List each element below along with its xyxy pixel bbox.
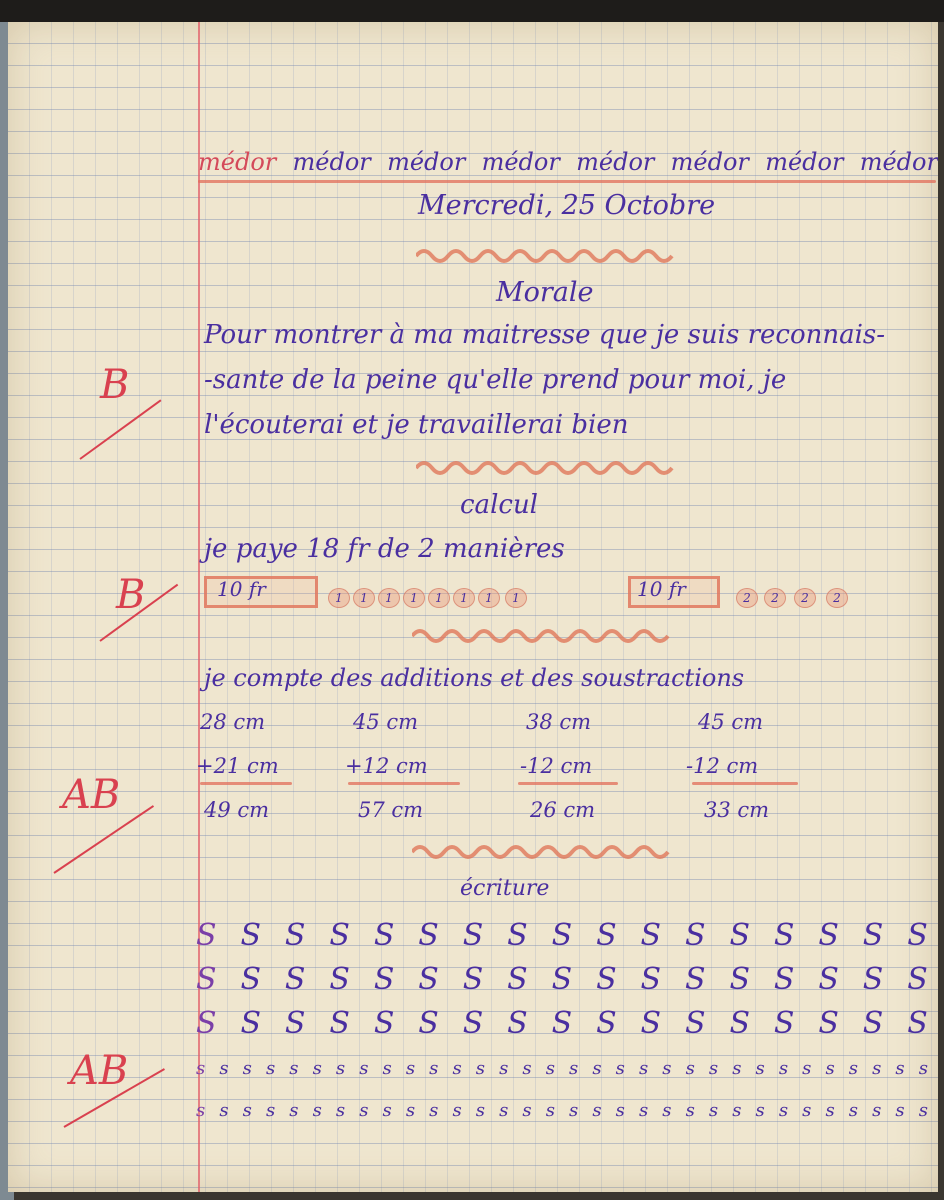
practice-letter: S: [196, 962, 217, 997]
practice-letter: S: [418, 918, 439, 953]
practice-letter: s: [755, 1100, 765, 1121]
practice-letter: S: [329, 918, 350, 953]
coin-two: 2: [826, 588, 848, 608]
calcul-intro: je paye 18 fr de 2 manières: [204, 534, 565, 564]
coin-one: 1: [378, 588, 400, 608]
practice-letter: s: [545, 1100, 555, 1121]
separator-wave: [412, 840, 682, 864]
grade-slash: [79, 399, 161, 459]
grade-mark: B: [116, 572, 146, 618]
practice-letter: S: [462, 962, 484, 997]
practice-letter: S: [240, 962, 262, 997]
practice-letter: S: [684, 1006, 706, 1041]
coin-one: 1: [453, 588, 475, 608]
practice-letter: s: [569, 1058, 579, 1079]
name-word: médor: [670, 148, 749, 176]
morale-title: Morale: [496, 277, 594, 308]
practice-letter: S: [284, 918, 306, 953]
practice-letter: S: [373, 918, 395, 953]
name-line: [198, 148, 938, 176]
box-label: 10 fr: [637, 577, 686, 601]
calcul-title: calcul: [460, 490, 538, 520]
practice-letter: s: [452, 1100, 462, 1121]
practice-letter: S: [240, 918, 262, 953]
practice-letter: S: [818, 1006, 839, 1041]
coin-one: 1: [428, 588, 450, 608]
practice-letter: S: [373, 1006, 395, 1041]
practice-letter: S: [818, 918, 839, 953]
practice-letter: s: [825, 1058, 835, 1079]
practice-letter: S: [640, 962, 662, 997]
practice-letter: s: [895, 1058, 905, 1079]
practice-letter: s: [289, 1058, 299, 1079]
coin-one: 1: [478, 588, 500, 608]
coin-one: 1: [353, 588, 375, 608]
practice-letter: S: [862, 962, 884, 997]
practice-letter: s: [359, 1100, 369, 1121]
name-word: médor: [765, 148, 844, 176]
practice-letter: s: [895, 1100, 905, 1121]
writing-row: [196, 1100, 928, 1121]
practice-letter: s: [335, 1058, 346, 1079]
practice-letter: s: [638, 1058, 649, 1079]
practice-letter: s: [382, 1100, 392, 1121]
practice-letter: s: [825, 1100, 835, 1121]
op-line: -12 cm: [520, 754, 593, 778]
practice-letter: s: [475, 1100, 485, 1121]
morale-line: l'écouterai et je travaillerai bien: [204, 410, 629, 440]
practice-letter: S: [462, 918, 484, 953]
name-word: médor: [387, 148, 466, 176]
practice-letter: S: [773, 918, 795, 953]
separator-wave: [412, 624, 682, 648]
practice-letter: s: [429, 1058, 439, 1079]
op-top: 38 cm: [526, 710, 592, 734]
practice-letter: s: [545, 1058, 555, 1079]
practice-letter: s: [802, 1100, 812, 1121]
practice-letter: S: [729, 1006, 750, 1041]
practice-letter: s: [615, 1100, 625, 1121]
op-line: +12 cm: [345, 754, 428, 778]
coin-two: 2: [794, 588, 816, 608]
notebook-page: [8, 22, 938, 1192]
name-word: médor: [859, 148, 938, 176]
practice-letter: S: [551, 962, 573, 997]
name-underline: [198, 180, 936, 183]
practice-letter: s: [848, 1100, 858, 1121]
practice-letter: s: [335, 1100, 346, 1121]
practice-letter: S: [240, 1006, 262, 1041]
practice-letter: s: [569, 1100, 579, 1121]
ten-franc-box: [204, 576, 318, 608]
name-word: médor: [481, 148, 560, 176]
op-underline: [518, 782, 618, 785]
practice-letter: S: [551, 918, 573, 953]
practice-letter: s: [242, 1058, 252, 1079]
grade-mark: AB: [62, 772, 121, 818]
practice-letter: s: [872, 1100, 882, 1121]
practice-letter: s: [662, 1058, 672, 1079]
op-result: 49 cm: [204, 798, 270, 822]
practice-letter: s: [638, 1100, 649, 1121]
practice-letter: S: [329, 1006, 350, 1041]
practice-letter: s: [802, 1058, 812, 1079]
name-word: médor: [198, 148, 277, 176]
practice-letter: s: [732, 1100, 742, 1121]
op-underline: [692, 782, 798, 785]
practice-letter: s: [918, 1058, 928, 1079]
practice-letter: S: [329, 962, 350, 997]
op-result: 57 cm: [358, 798, 424, 822]
practice-letter: S: [773, 1006, 795, 1041]
practice-letter: s: [219, 1100, 229, 1121]
practice-letter: S: [284, 962, 306, 997]
morale-line: Pour montrer à ma maitresse que je suis reconnais-: [204, 320, 886, 350]
separator-wave: [416, 244, 676, 268]
practice-letter: S: [818, 962, 839, 997]
grade-mark: B: [100, 362, 130, 408]
op-top: 45 cm: [698, 710, 764, 734]
practice-letter: s: [196, 1100, 206, 1121]
practice-letter: s: [708, 1058, 719, 1079]
op-result: 26 cm: [530, 798, 596, 822]
practice-letter: s: [615, 1058, 625, 1079]
practice-letter: S: [907, 918, 928, 953]
coin-two: 2: [764, 588, 786, 608]
name-word: médor: [292, 148, 371, 176]
practice-letter: s: [405, 1058, 416, 1079]
practice-letter: S: [640, 1006, 662, 1041]
practice-letter: s: [405, 1100, 416, 1121]
coin-one: 1: [403, 588, 425, 608]
op-result: 33 cm: [704, 798, 770, 822]
practice-letter: s: [475, 1058, 485, 1079]
grade-mark: AB: [70, 1048, 129, 1094]
practice-letter: S: [862, 918, 884, 953]
practice-letter: S: [773, 962, 795, 997]
practice-letter: S: [684, 918, 706, 953]
practice-letter: s: [382, 1058, 392, 1079]
box-label: 10 fr: [217, 577, 266, 601]
op-line: +21 cm: [196, 754, 279, 778]
practice-letter: s: [755, 1058, 765, 1079]
practice-letter: s: [359, 1058, 369, 1079]
practice-letter: s: [848, 1058, 858, 1079]
practice-letter: s: [872, 1058, 882, 1079]
practice-letter: s: [289, 1100, 299, 1121]
practice-letter: s: [708, 1100, 719, 1121]
practice-letter: S: [729, 962, 750, 997]
practice-letter: s: [242, 1100, 252, 1121]
op-line: -12 cm: [686, 754, 759, 778]
practice-letter: S: [373, 962, 395, 997]
name-word: médor: [576, 148, 655, 176]
practice-letter: s: [685, 1100, 695, 1121]
op-top: 45 cm: [353, 710, 419, 734]
practice-letter: S: [596, 962, 617, 997]
ten-franc-box: [628, 576, 720, 608]
coin-two: 2: [736, 588, 758, 608]
separator-wave: [416, 456, 686, 480]
practice-letter: S: [196, 1006, 217, 1041]
operations-title: je compte des additions et des soustractions: [204, 664, 745, 692]
practice-letter: S: [551, 1006, 573, 1041]
practice-letter: s: [429, 1100, 439, 1121]
morale-line: -sante de la peine qu'elle prend pour moi, je: [204, 365, 787, 395]
practice-letter: S: [507, 1006, 528, 1041]
practice-letter: s: [685, 1058, 695, 1079]
practice-letter: S: [862, 1006, 884, 1041]
practice-letter: s: [662, 1100, 672, 1121]
practice-letter: s: [196, 1058, 206, 1079]
practice-letter: S: [640, 918, 662, 953]
practice-letter: s: [452, 1058, 462, 1079]
practice-letter: s: [522, 1100, 532, 1121]
practice-letter: s: [732, 1058, 742, 1079]
practice-letter: S: [418, 1006, 439, 1041]
practice-letter: s: [265, 1100, 276, 1121]
practice-letter: S: [907, 1006, 928, 1041]
practice-letter: s: [499, 1100, 509, 1121]
op-top: 28 cm: [200, 710, 266, 734]
page-top-edge: [0, 0, 944, 22]
ecriture-title: écriture: [460, 876, 550, 901]
practice-letter: S: [462, 1006, 484, 1041]
practice-letter: S: [684, 962, 706, 997]
op-underline: [348, 782, 460, 785]
coin-one: 1: [328, 588, 350, 608]
practice-letter: s: [312, 1100, 322, 1121]
writing-row: [196, 918, 928, 953]
date-heading: Mercredi, 25 Octobre: [418, 190, 716, 221]
practice-letter: S: [507, 962, 528, 997]
practice-letter: s: [918, 1100, 928, 1121]
writing-row: [196, 962, 928, 997]
practice-letter: s: [265, 1058, 276, 1079]
writing-row: [196, 1058, 928, 1079]
practice-letter: s: [592, 1100, 602, 1121]
practice-letter: s: [499, 1058, 509, 1079]
practice-letter: S: [907, 962, 928, 997]
practice-letter: S: [284, 1006, 306, 1041]
practice-letter: S: [596, 1006, 617, 1041]
practice-letter: S: [729, 918, 750, 953]
practice-letter: S: [418, 962, 439, 997]
coin-one: 1: [505, 588, 527, 608]
op-underline: [200, 782, 292, 785]
writing-row: [196, 1006, 928, 1041]
practice-letter: s: [778, 1100, 789, 1121]
practice-letter: s: [522, 1058, 532, 1079]
practice-letter: s: [219, 1058, 229, 1079]
practice-letter: s: [312, 1058, 322, 1079]
practice-letter: S: [507, 918, 528, 953]
practice-letter: s: [778, 1058, 789, 1079]
practice-letter: s: [592, 1058, 602, 1079]
practice-letter: S: [596, 918, 617, 953]
practice-letter: S: [196, 918, 217, 953]
